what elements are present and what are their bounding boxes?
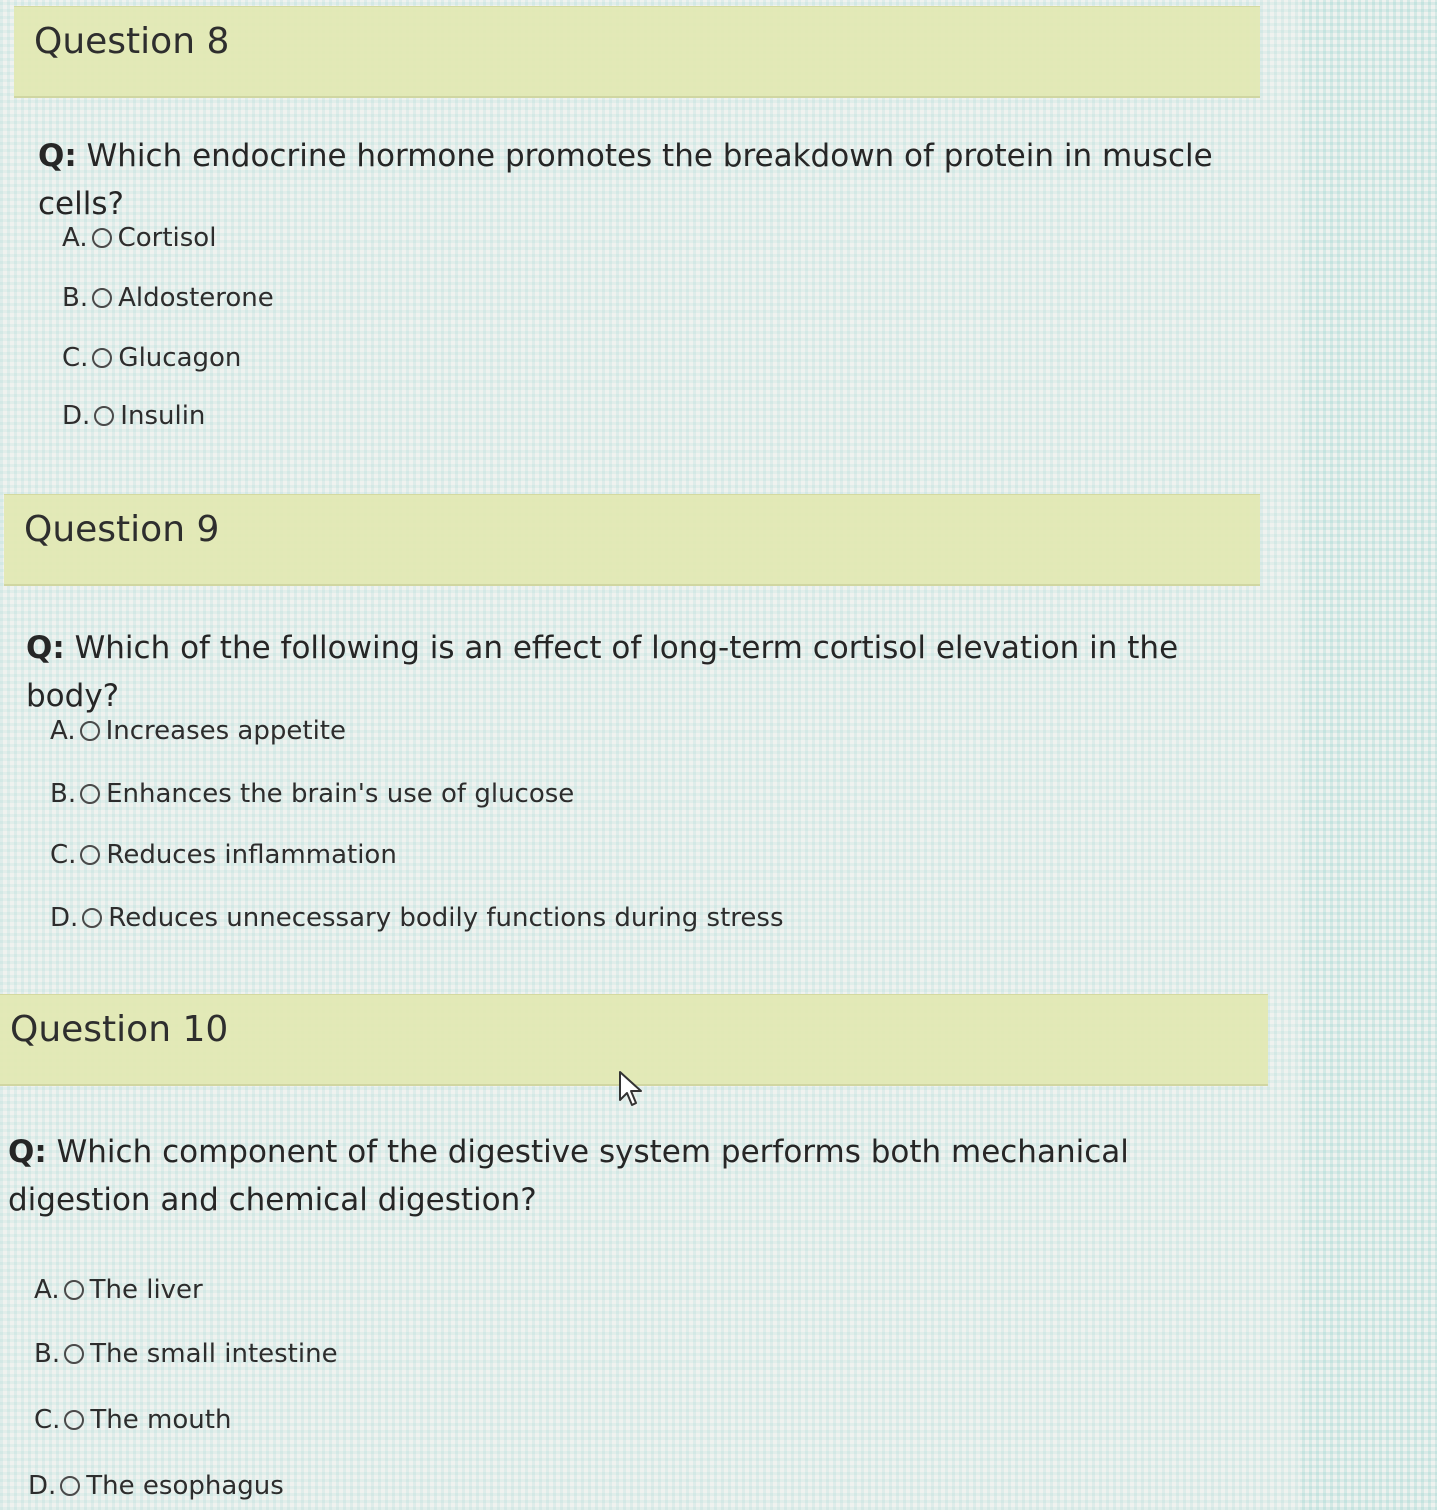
option-label: The liver <box>89 1275 203 1305</box>
question-8-title: Question 8 <box>34 21 230 62</box>
question-10-text: Which component of the digestive system performs both mechanical digestion and chemical digestion? <box>8 1134 1129 1218</box>
option-letter: B. <box>50 779 77 809</box>
option-letter: B. <box>62 283 89 313</box>
question-8-option-a[interactable] <box>62 218 216 258</box>
question-8-header <box>14 6 1260 98</box>
option-letter: C. <box>62 343 89 373</box>
radio-button-icon[interactable] <box>94 406 114 426</box>
radio-button-icon[interactable] <box>64 1344 84 1364</box>
question-9-title: Question 9 <box>24 509 220 550</box>
question-8-q-label: Q: <box>38 138 77 174</box>
radio-button-icon[interactable] <box>92 348 112 368</box>
question-10-q-label: Q: <box>8 1134 47 1170</box>
question-8-prompt <box>38 132 1268 228</box>
question-9-header <box>4 494 1260 586</box>
question-8-text: Which endocrine hormone promotes the breakdown of protein in muscle cells? <box>38 138 1213 222</box>
radio-button-icon[interactable] <box>64 1280 84 1300</box>
option-label: The small intestine <box>90 1339 338 1369</box>
question-9-prompt <box>26 624 1256 720</box>
option-label: Aldosterone <box>118 283 274 313</box>
question-9-option-a[interactable] <box>50 711 346 751</box>
option-letter: D. <box>62 401 91 431</box>
question-8-option-d[interactable] <box>62 396 205 436</box>
option-label: Glucagon <box>118 343 242 373</box>
question-10-option-c[interactable] <box>34 1400 231 1440</box>
radio-button-icon[interactable] <box>80 721 100 741</box>
question-9-option-b[interactable] <box>50 774 574 814</box>
option-label: The esophagus <box>86 1471 284 1501</box>
radio-button-icon[interactable] <box>92 288 112 308</box>
radio-button-icon[interactable] <box>82 908 102 928</box>
question-10-option-d[interactable] <box>28 1466 284 1506</box>
option-letter: D. <box>28 1471 57 1501</box>
option-label: The mouth <box>90 1405 232 1435</box>
question-9-q-label: Q: <box>26 630 65 666</box>
option-label: Increases appetite <box>105 716 346 746</box>
option-letter: A. <box>50 716 76 746</box>
radio-button-icon[interactable] <box>80 845 100 865</box>
question-9-option-d[interactable] <box>50 898 783 938</box>
option-letter: D. <box>50 903 79 933</box>
radio-button-icon[interactable] <box>92 228 112 248</box>
question-10-prompt <box>8 1128 1238 1224</box>
option-letter: A. <box>62 223 88 253</box>
option-letter: B. <box>34 1339 61 1369</box>
option-letter: A. <box>34 1275 60 1305</box>
radio-button-icon[interactable] <box>80 784 100 804</box>
option-letter: C. <box>34 1405 61 1435</box>
radio-button-icon[interactable] <box>64 1410 84 1430</box>
question-10-option-b[interactable] <box>34 1334 338 1374</box>
option-label: Reduces unnecessary bodily functions during stress <box>108 903 784 933</box>
question-10-option-a[interactable] <box>34 1270 203 1310</box>
option-label: Cortisol <box>117 223 217 253</box>
option-label: Insulin <box>120 401 206 431</box>
option-letter: C. <box>50 840 77 870</box>
question-8-option-b[interactable] <box>62 278 274 318</box>
mouse-pointer-icon <box>618 1070 644 1108</box>
radio-button-icon[interactable] <box>60 1476 80 1496</box>
question-9-option-c[interactable] <box>50 835 397 875</box>
question-10-title: Question 10 <box>10 1009 229 1050</box>
question-9-text: Which of the following is an effect of long-term cortisol elevation in the body? <box>26 630 1179 714</box>
question-8-option-c[interactable] <box>62 338 241 378</box>
option-label: Reduces inflammation <box>106 840 397 870</box>
option-label: Enhances the brain's use of glucose <box>106 779 575 809</box>
